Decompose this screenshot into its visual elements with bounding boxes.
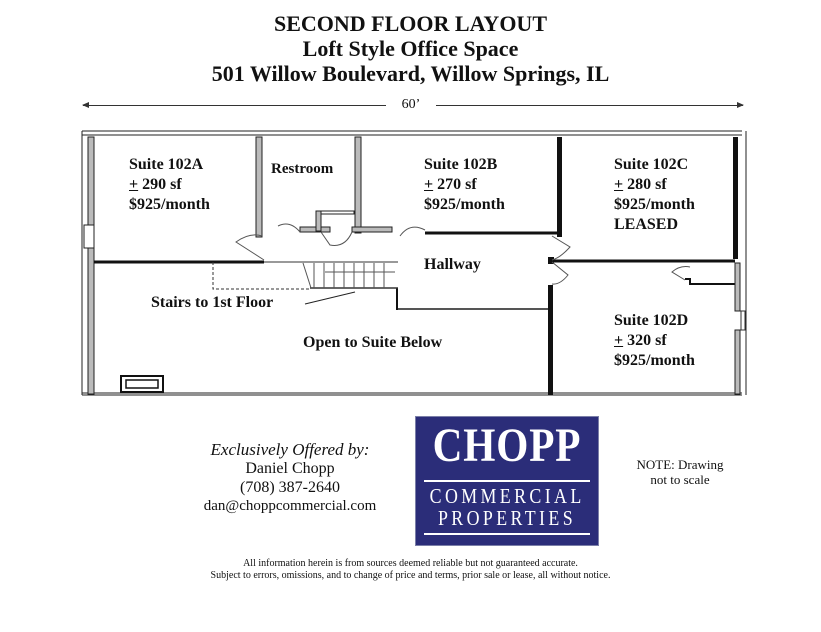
agent-phone[interactable]: (708) 387-2640 [240, 479, 340, 496]
hallway-label: Hallway [424, 256, 481, 273]
width-dimension-label: 60’ [386, 96, 436, 114]
stairs-label: Stairs to 1st Floor [151, 294, 274, 311]
suite-102b-label: Suite 102B + 270 sf $925/month [424, 156, 505, 213]
contact-block [180, 440, 400, 516]
scale-note: NOTE: Drawing not to scale [636, 457, 724, 487]
offered-by-label: Exclusively Offered by: [210, 440, 370, 459]
suite-102a-label: Suite 102A + 290 sf $925/month [129, 156, 210, 213]
logo-divider [424, 480, 590, 482]
suite-102c-label: Suite 102C + 280 sf $925/month LEASED [614, 156, 695, 233]
logo-divider-bottom [424, 533, 590, 535]
property-address: 501 Willow Boulevard, Willow Springs, IL [211, 61, 610, 86]
suite-102d-label: Suite 102D + 320 sf $925/month [614, 312, 695, 369]
open-to-suite-below-label: Open to Suite Below [303, 334, 443, 351]
page-subtitle: Loft Style Office Space [302, 36, 519, 61]
chopp-logo [415, 416, 599, 546]
logo-line1: COMMERCIAL [429, 484, 585, 508]
page-title: SECOND FLOOR LAYOUT [273, 11, 547, 36]
agent-name: Daniel Chopp [245, 460, 335, 477]
agent-email[interactable]: dan@choppcommercial.com [203, 498, 377, 514]
logo-line2: PROPERTIES [437, 506, 577, 530]
restroom-label: Restroom [271, 161, 334, 177]
leased-status: LEASED [614, 216, 679, 233]
disclaimer: All information herein is from sources deemed reliable but not guaranteed accurate. Subject to errors, omissions, and to change of price and terms, prior sale or lease, all without notice. [210, 558, 611, 581]
logo-brand: CHOPP [432, 419, 582, 472]
